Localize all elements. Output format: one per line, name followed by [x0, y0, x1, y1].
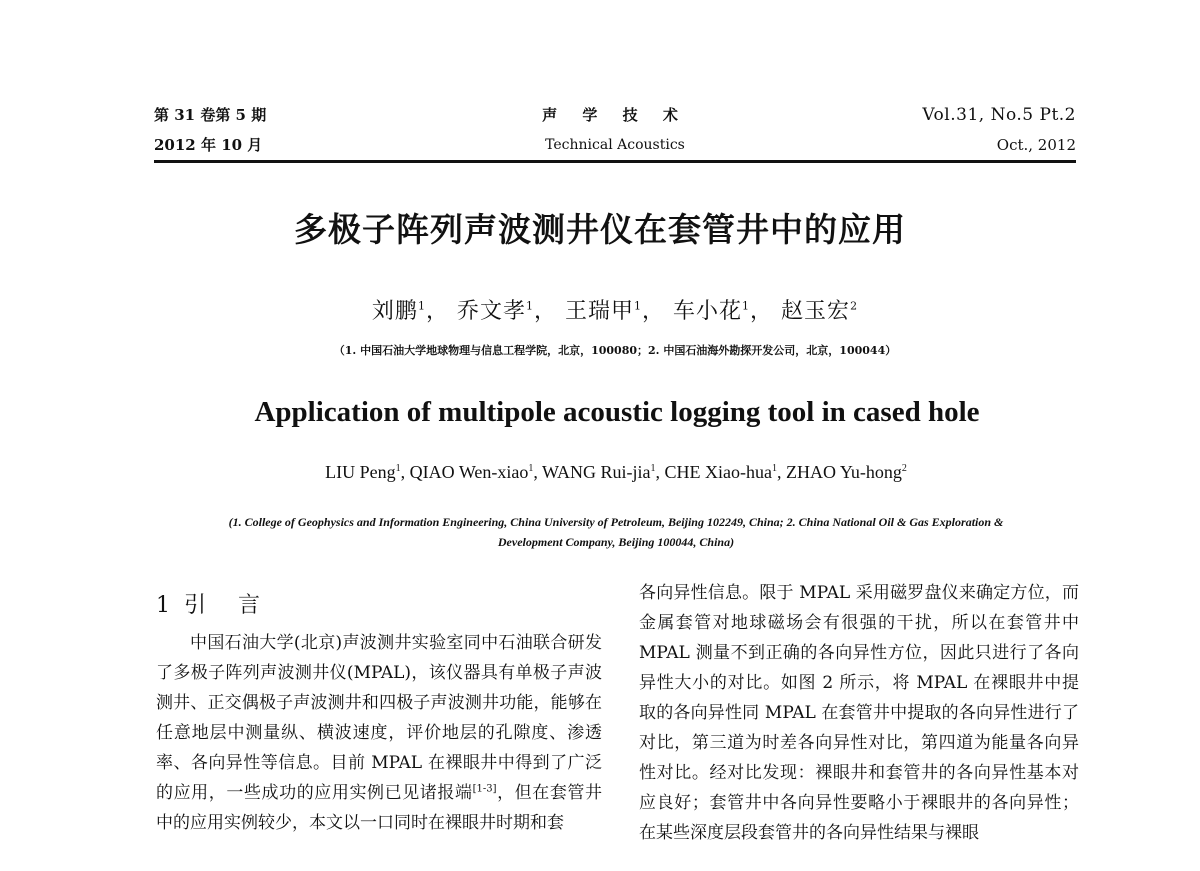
author-separator: ， [425, 299, 449, 324]
paper-title-cn: 多极子阵列声波测井仪在套管井中的应用 [294, 210, 906, 249]
affiliation-en [150, 512, 1082, 552]
authors-en [0, 462, 1200, 483]
author-aff: 1 [650, 463, 656, 474]
affiliation-en-line2: Development Company, Beijing 100044, China) [497, 535, 735, 549]
section-title-part: 引 [184, 593, 209, 618]
author-en: WANG Rui-jia [542, 462, 651, 482]
section-heading [156, 590, 602, 622]
author-separator: ， [750, 299, 774, 324]
header-rule [154, 160, 1076, 163]
author-separator: , [400, 462, 410, 482]
affiliation-en-line1: (1. College of Geophysics and Information Engineering, China University of Petroleum, Beijing 102249, China; 2. China National Oil & Gas Exploration & [228, 515, 1004, 529]
author-cn: 车小花 [673, 299, 743, 324]
affiliation-cn: （1. 中国石油大学地球物理与信息工程学院，北京，100080；2. 中国石油海外勘探开发公司，北京，100044） [333, 344, 897, 357]
date-en: Oct., 2012 [996, 136, 1076, 154]
journal-name-cn: 声 学 技 术 [542, 106, 688, 124]
author-cn: 王瑞甲 [564, 299, 634, 324]
volume-cn: 第 31 卷第 5 期 [154, 106, 267, 124]
author-en: ZHAO Yu-hong [786, 462, 902, 482]
author-cn: 刘鹏 [371, 299, 418, 324]
volume-en: Vol.31, No.5 Pt.2 [922, 105, 1076, 125]
intro-paragraph [156, 628, 602, 838]
author-cn: 乔文孝 [456, 299, 526, 324]
author-cn: 赵玉宏 [781, 299, 851, 324]
author-aff: 1 [742, 299, 751, 313]
author-separator: ， [642, 299, 666, 324]
author-aff: 2 [901, 463, 907, 474]
header-right [922, 100, 1076, 160]
author-aff: 1 [528, 463, 534, 474]
author-en: CHE Xiao-hua [664, 462, 772, 482]
author-en: LIU Peng [325, 462, 396, 482]
citation: [1-3] [472, 783, 497, 795]
author-separator: , [655, 462, 665, 482]
authors-cn [0, 294, 1200, 325]
section-title-part: 言 [238, 593, 263, 618]
journal-header [154, 100, 1076, 162]
section-number: 1 [156, 593, 172, 618]
paragraph-text: ，但在套管井中的应用实例较少，本文以一口同时在裸眼井时期和套 [156, 783, 603, 833]
journal-name-en: Technical Acoustics [545, 137, 685, 153]
right-column [639, 578, 1079, 848]
author-separator: ， [533, 299, 557, 324]
author-aff: 1 [417, 299, 426, 313]
author-aff: 1 [395, 463, 401, 474]
author-aff: 1 [634, 299, 642, 313]
author-aff: 2 [850, 299, 859, 313]
paper-title-en: Application of multipole acoustic logging tool in cased hole [254, 396, 980, 428]
right-paragraph: 各向异性信息。限于 MPAL 采用磁罗盘仪来确定方位，而金属套管对地球磁场会有很强的干扰，所以在套管井中 MPAL 测量不到正确的各向异性方位，因此只进行了各向异性大小的对比。如图 2 所示，将 MPAL 在裸眼井中提取的各向异性同 MPAL 在套管井中提取的各向异性进行了对比，第三道为时差各向异性对比，第四道为能量各向异性对比。经对比发现：裸眼井和套管井的各向异性基本对应良好；套管井中各向异性要略小于裸眼井的各向异性；在某些深度层段套管井的各向异性结果与裸眼 [639, 583, 1079, 843]
author-aff: 1 [525, 299, 534, 313]
left-column [156, 590, 602, 838]
author-separator: , [533, 462, 543, 482]
paragraph-text: 中国石油大学(北京)声波测井实验室同中石油联合研发了多极子阵列声波测井仪(MPAL)，该仪器具有单极子声波测井、正交偶极子声波测井和四极子声波测井功能，能够在任意地层中测量纵、横波速度，评价地层的孔隙度、渗透率、各向异性等信息。目前 MPAL 在裸眼井中得到了广泛的应用，一些成功的应用实例已见诸报端 [156, 633, 602, 803]
date-cn: 2012 年 10 月 [154, 136, 263, 154]
author-en: QIAO Wen-xiao [409, 462, 529, 482]
author-aff: 1 [772, 463, 777, 474]
author-separator: , [777, 462, 786, 482]
